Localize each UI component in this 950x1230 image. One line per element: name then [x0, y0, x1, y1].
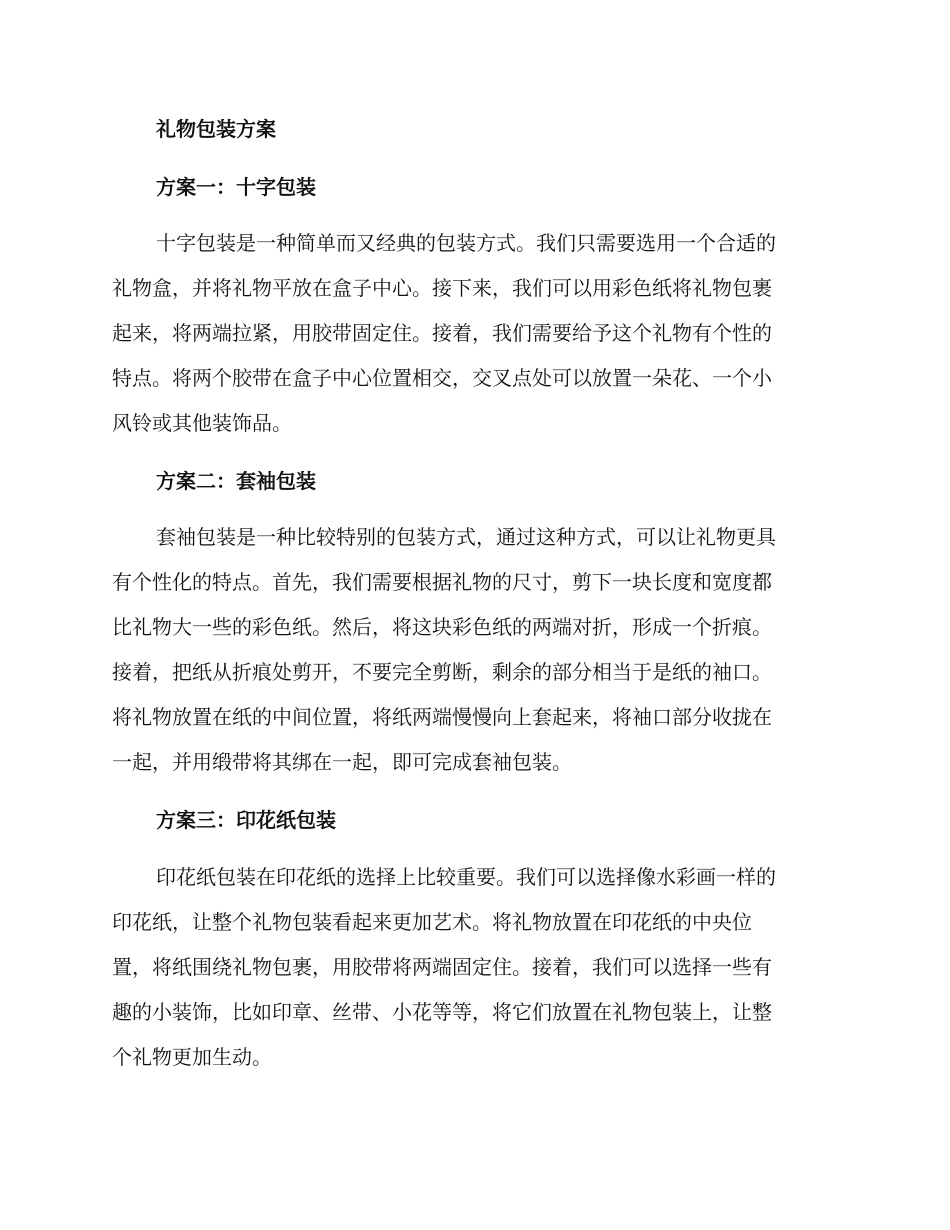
paragraph-line: 印花纸，让整个礼物包装看起来更加艺术。将礼物放置在印花纸的中央位 [112, 910, 752, 934]
paragraph-line: 比礼物大一些的彩色纸。然后，将这块彩色纸的两端对折，形成一个折痕。 [112, 615, 772, 639]
paragraph-line: 有个性化的特点。首先，我们需要根据礼物的尺寸，剪下一块长度和宽度都 [112, 570, 772, 594]
section-body-3 [112, 860, 832, 1085]
section-body-2 [112, 520, 832, 790]
paragraph-line: 一起，并用缎带将其绑在一起，即可完成套袖包装。 [112, 750, 572, 774]
section-heading-2: 方案二：套袖包装 [156, 469, 316, 493]
paragraph-line: 风铃或其他装饰品。 [112, 411, 292, 435]
paragraph-line: 个礼物更加生动。 [112, 1045, 272, 1069]
paragraph-line: 置，将纸围绕礼物包裹，用胶带将两端固定住。接着，我们可以选择一些有 [112, 955, 772, 979]
paragraph-line: 趣的小装饰，比如印章、丝带、小花等等，将它们放置在礼物包装上，让整 [112, 1000, 772, 1024]
paragraph-line: 起来，将两端拉紧，用胶带固定住。接着，我们需要给予这个礼物有个性的 [112, 321, 772, 345]
paragraph-line: 印花纸包装在印花纸的选择上比较重要。我们可以选择像水彩画一样的 [156, 865, 776, 889]
paragraph-line: 十字包装是一种简单而又经典的包装方式。我们只需要选用一个合适的 [156, 231, 776, 255]
section-heading-3: 方案三：印花纸包装 [156, 808, 336, 832]
paragraph-line: 接着，把纸从折痕处剪开，不要完全剪断，剩余的部分相当于是纸的袖口。 [112, 660, 772, 684]
paragraph-line: 礼物盒，并将礼物平放在盒子中心。接下来，我们可以用彩色纸将礼物包裹 [112, 276, 772, 300]
section-heading-1: 方案一：十字包装 [156, 175, 316, 199]
paragraph-line: 特点。将两个胶带在盒子中心位置相交，交叉点处可以放置一朵花、一个小 [112, 366, 772, 390]
document-title: 礼物包装方案 [156, 117, 276, 141]
paragraph-line: 将礼物放置在纸的中间位置，将纸两端慢慢向上套起来，将袖口部分收拢在 [112, 705, 772, 729]
section-body-1 [112, 226, 832, 451]
paragraph-line: 套袖包装是一种比较特别的包装方式，通过这种方式，可以让礼物更具 [156, 525, 776, 549]
